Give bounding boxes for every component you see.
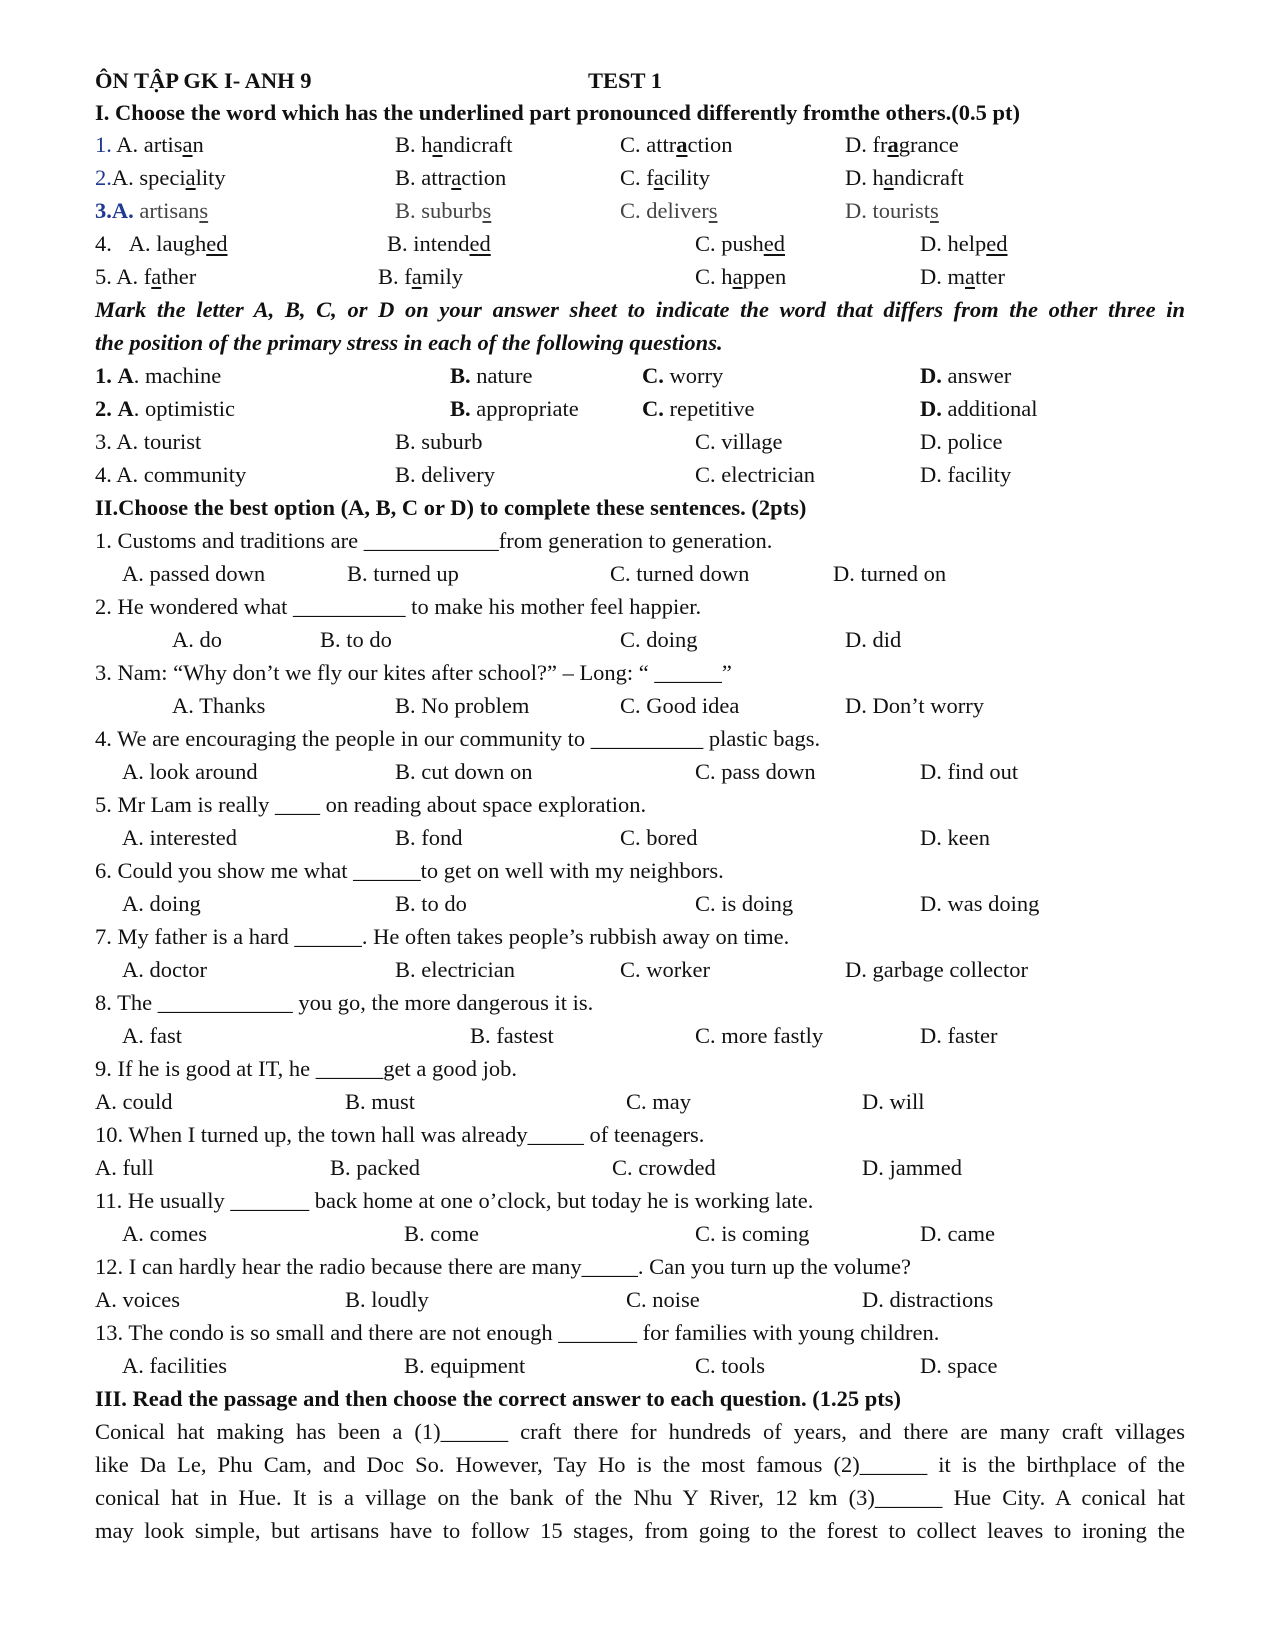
question-number: 4. [95,231,112,256]
mc-options-8 [0,1020,1275,1052]
option-d: D. space [920,1353,998,1378]
question-text: 10. When I turned up, the town hall was already_____ of teenagers. [95,1122,705,1147]
pronunciation-row-5 [0,261,1275,293]
mc-question-13 [0,1317,1275,1349]
option-a: A. passed down [122,561,266,586]
section1-title-line [0,97,1275,129]
option-b: B. come [404,1221,479,1246]
test-label: TEST 1 [588,68,663,93]
stress-row-4 [0,459,1275,491]
option-d: D. facility [920,462,1012,487]
option-d: D. garbage collector [845,957,1029,982]
stress-row-1 [0,360,1275,392]
option-c: C. facility [620,165,710,190]
option-c: C. happen [695,264,787,289]
underlined-part: a [676,132,688,157]
section2-title-line [0,492,1275,524]
option-d: D. keen [920,825,990,850]
mc-question-6 [0,855,1275,887]
option-a: A. interested [122,825,237,850]
mc-question-5 [0,789,1275,821]
question-text: 1. Customs and traditions are ____________from generation to generation. [95,528,773,553]
section3-title-line [0,1383,1275,1415]
option-d: D. matter [920,264,1005,289]
underlined-part: a [887,132,899,157]
option-d: D. faster [920,1023,998,1048]
question-text: 7. My father is a hard ______. He often takes people’s rubbish away on time. [95,924,790,949]
underlined-part: s [199,198,209,223]
option-d: D. answer [920,363,1012,388]
option-a: A. do [172,627,222,652]
option-a: A. fast [122,1023,182,1048]
underlined-part: a [883,165,894,190]
option-d: D. will [862,1089,925,1114]
option-c: C. Good idea [620,693,740,718]
underlined-part: a [411,264,422,289]
option-c: C. pushed [695,231,786,256]
pronunciation-row-2 [0,162,1275,194]
underlined-part: a [151,264,162,289]
option-c: C. worry [642,363,724,388]
option-b: B. delivery [395,462,495,487]
option-a: A. look around [122,759,258,784]
option-c: C. repetitive [642,396,755,421]
option-b: B. packed [330,1155,420,1180]
pronunciation-row-3 [0,195,1275,227]
question-number: 1. [95,363,112,388]
mc-options-11 [0,1218,1275,1250]
stress-instruction-line-1 [0,294,1275,326]
option-a: 1. A. artisan [95,132,204,157]
pronunciation-row-1 [0,129,1275,161]
option-b: B. fond [395,825,463,850]
option-b: B. family [378,264,464,289]
option-a: 1. A. machine [95,363,222,388]
option-d: D. distractions [862,1287,994,1312]
mc-question-11 [0,1185,1275,1217]
underlined-part: ed [986,231,1008,256]
header-line [0,65,1275,97]
option-b: B. loudly [345,1287,429,1312]
option-c: C. more fastly [695,1023,824,1048]
underlined-part: a [432,132,443,157]
question-text: 3. Nam: “Why don’t we fly our kites after school?” – Long: “ ______” [95,660,732,685]
option-b: B. must [345,1089,416,1114]
option-c: C. pass down [695,759,816,784]
mc-question-4 [0,723,1275,755]
option-c: C. worker [620,957,710,982]
mc-options-3 [0,690,1275,722]
option-d: D. find out [920,759,1019,784]
option-b: B. suburb [395,429,483,454]
mc-question-12 [0,1251,1275,1283]
option-a: A. doing [122,891,201,916]
option-c: C. may [626,1089,691,1114]
option-c: C. electrician [695,462,815,487]
option-b: B. cut down on [395,759,533,784]
option-d: D. fragrance [845,132,959,157]
option-d: D. jammed [862,1155,962,1180]
passage-line-4 [0,1515,1275,1547]
mc-question-9 [0,1053,1275,1085]
option-b: B. to do [320,627,392,652]
option-c: C. bored [620,825,698,850]
mc-options-13 [0,1350,1275,1382]
option-d: D. tourists [845,198,939,223]
question-text: 11. He usually _______ back home at one o’clock, but today he is working late. [95,1188,814,1213]
section2-title: II.Choose the best option (A, B, C or D) to complete these sentences. (2pts) [95,495,807,520]
passage-line-2 [0,1449,1275,1481]
question-text: 5. Mr Lam is really ____ on reading about space exploration. [95,792,647,817]
option-c: C. crowded [612,1155,716,1180]
question-text: 9. If he is good at IT, he ______get a good job. [95,1056,517,1081]
underlined-part: ed [469,231,491,256]
option-a: 4. A. laughed [95,231,228,256]
underlined-part: s [482,198,492,223]
mc-question-8 [0,987,1275,1019]
question-number: 2. [95,396,112,421]
mc-question-10 [0,1119,1275,1151]
mc-options-2 [0,624,1275,656]
option-a: A. doctor [122,957,207,982]
option-b: B. handicraft [395,132,513,157]
option-a: A. full [95,1155,154,1180]
question-text: 8. The ____________ you go, the more dangerous it is. [95,990,594,1015]
underlined-part: a [451,165,462,190]
pronunciation-row-4 [0,228,1275,260]
worksheet-title: ÔN TẬP GK I- ANH 9 [95,68,312,93]
stress-instruction: the position of the primary stress in each of the following questions. [95,330,723,355]
option-a: 5. A. father [95,264,197,289]
option-d: D. turned on [833,561,947,586]
option-b: B. equipment [404,1353,526,1378]
question-text: 4. We are encouraging the people in our community to __________ plastic bags. [95,726,821,751]
option-a: A. comes [122,1221,207,1246]
mc-options-1 [0,558,1275,590]
underlined-part: ed [763,231,786,256]
option-c: C. turned down [610,561,750,586]
underlined-part: a [732,264,743,289]
question-text: 13. The condo is so small and there are not enough _______ for families with young children. [95,1320,940,1345]
option-b: B. to do [395,891,467,916]
option-d: D. helped [920,231,1008,256]
option-c: C. is doing [695,891,794,916]
passage-line-1 [0,1416,1275,1448]
stress-row-2 [0,393,1275,425]
stress-instruction: Mark the letter A, B, C, or D on your answer sheet to indicate the word that differs from the other three in [95,297,1185,322]
option-a: 3. A. tourist [95,429,202,454]
underlined-part: a [185,165,196,190]
option-b: B. electrician [395,957,515,982]
stress-row-3 [0,426,1275,458]
option-d: D. additional [920,396,1038,421]
passage-text: like Da Le, Phu Cam, and Doc So. However, Tay Ho is the most famous (2)______ it is the birthplace of the [95,1452,1185,1477]
option-a: 2.A. speciality [95,165,226,190]
option-b: B. attraction [395,165,507,190]
question-number: 1. [95,132,112,157]
underlined-part: ed [206,231,228,256]
underlined-part: s [930,198,939,223]
option-c: C. village [695,429,783,454]
option-c: C. is coming [695,1221,810,1246]
underlined-part: a [965,264,975,289]
passage-text: Conical hat making has been a (1)______ craft there for hundreds of years, and there are many craft villages [95,1419,1185,1444]
mc-options-4 [0,756,1275,788]
mc-question-3 [0,657,1275,689]
option-b: B. suburbs [395,198,492,223]
option-a: A. voices [95,1287,180,1312]
option-a: A. facilities [122,1353,227,1378]
passage-text: conical hat in Hue. It is a village on the bank of the Nhu Y River, 12 km (3)______ Hue City. A conical hat [95,1485,1185,1510]
question-number: 3.A. [95,198,134,223]
underlined-part: a [182,132,193,157]
section3-title: III. Read the passage and then choose the correct answer to each question. (1.25 pts) [95,1386,902,1411]
option-b: B. No problem [395,693,530,718]
option-d: D. police [920,429,1003,454]
mc-question-1 [0,525,1275,557]
option-c: C. delivers [620,198,718,223]
option-a: 2. A. optimistic [95,396,235,421]
mc-options-9 [0,1086,1275,1118]
option-b: B. appropriate [450,396,579,421]
option-a: 4. A. community [95,462,247,487]
option-d: D. came [920,1221,995,1246]
mc-question-7 [0,921,1275,953]
option-b: B. turned up [347,561,459,586]
mc-options-10 [0,1152,1275,1184]
option-d: D. handicraft [845,165,964,190]
option-c: C. doing [620,627,698,652]
underlined-part: s [708,198,718,223]
passage-text: may look simple, but artisans have to follow 15 stages, from going to the forest to collect leaves to ironing the [95,1518,1185,1543]
question-number: 5. [95,264,112,289]
mc-options-6 [0,888,1275,920]
option-b: B. nature [450,363,533,388]
mc-options-7 [0,954,1275,986]
mc-options-12 [0,1284,1275,1316]
underlined-part: a [653,165,664,190]
question-number: 2. [95,165,112,190]
passage-line-3 [0,1482,1275,1514]
option-a: A. Thanks [172,693,266,718]
stress-instruction-line-2 [0,327,1275,359]
option-c: C. tools [695,1353,766,1378]
option-d: D. did [845,627,902,652]
option-d: D. was doing [920,891,1040,916]
option-b: B. fastest [470,1023,554,1048]
question-text: 12. I can hardly hear the radio because there are many_____. Can you turn up the volume? [95,1254,911,1279]
option-d: D. Don’t worry [845,693,984,718]
option-a: A. could [95,1089,173,1114]
option-c: C. noise [626,1287,700,1312]
mc-options-5 [0,822,1275,854]
question-text: 2. He wondered what __________ to make his mother feel happier. [95,594,702,619]
option-b: B. intended [387,231,491,256]
option-c: C. attraction [620,132,733,157]
section1-title: I. Choose the word which has the underlined part pronounced differently fromthe others.(0.5 pt) [95,100,1021,125]
option-a: 3.A. artisans [95,198,209,223]
mc-question-2 [0,591,1275,623]
question-text: 6. Could you show me what ______to get on well with my neighbors. [95,858,724,883]
